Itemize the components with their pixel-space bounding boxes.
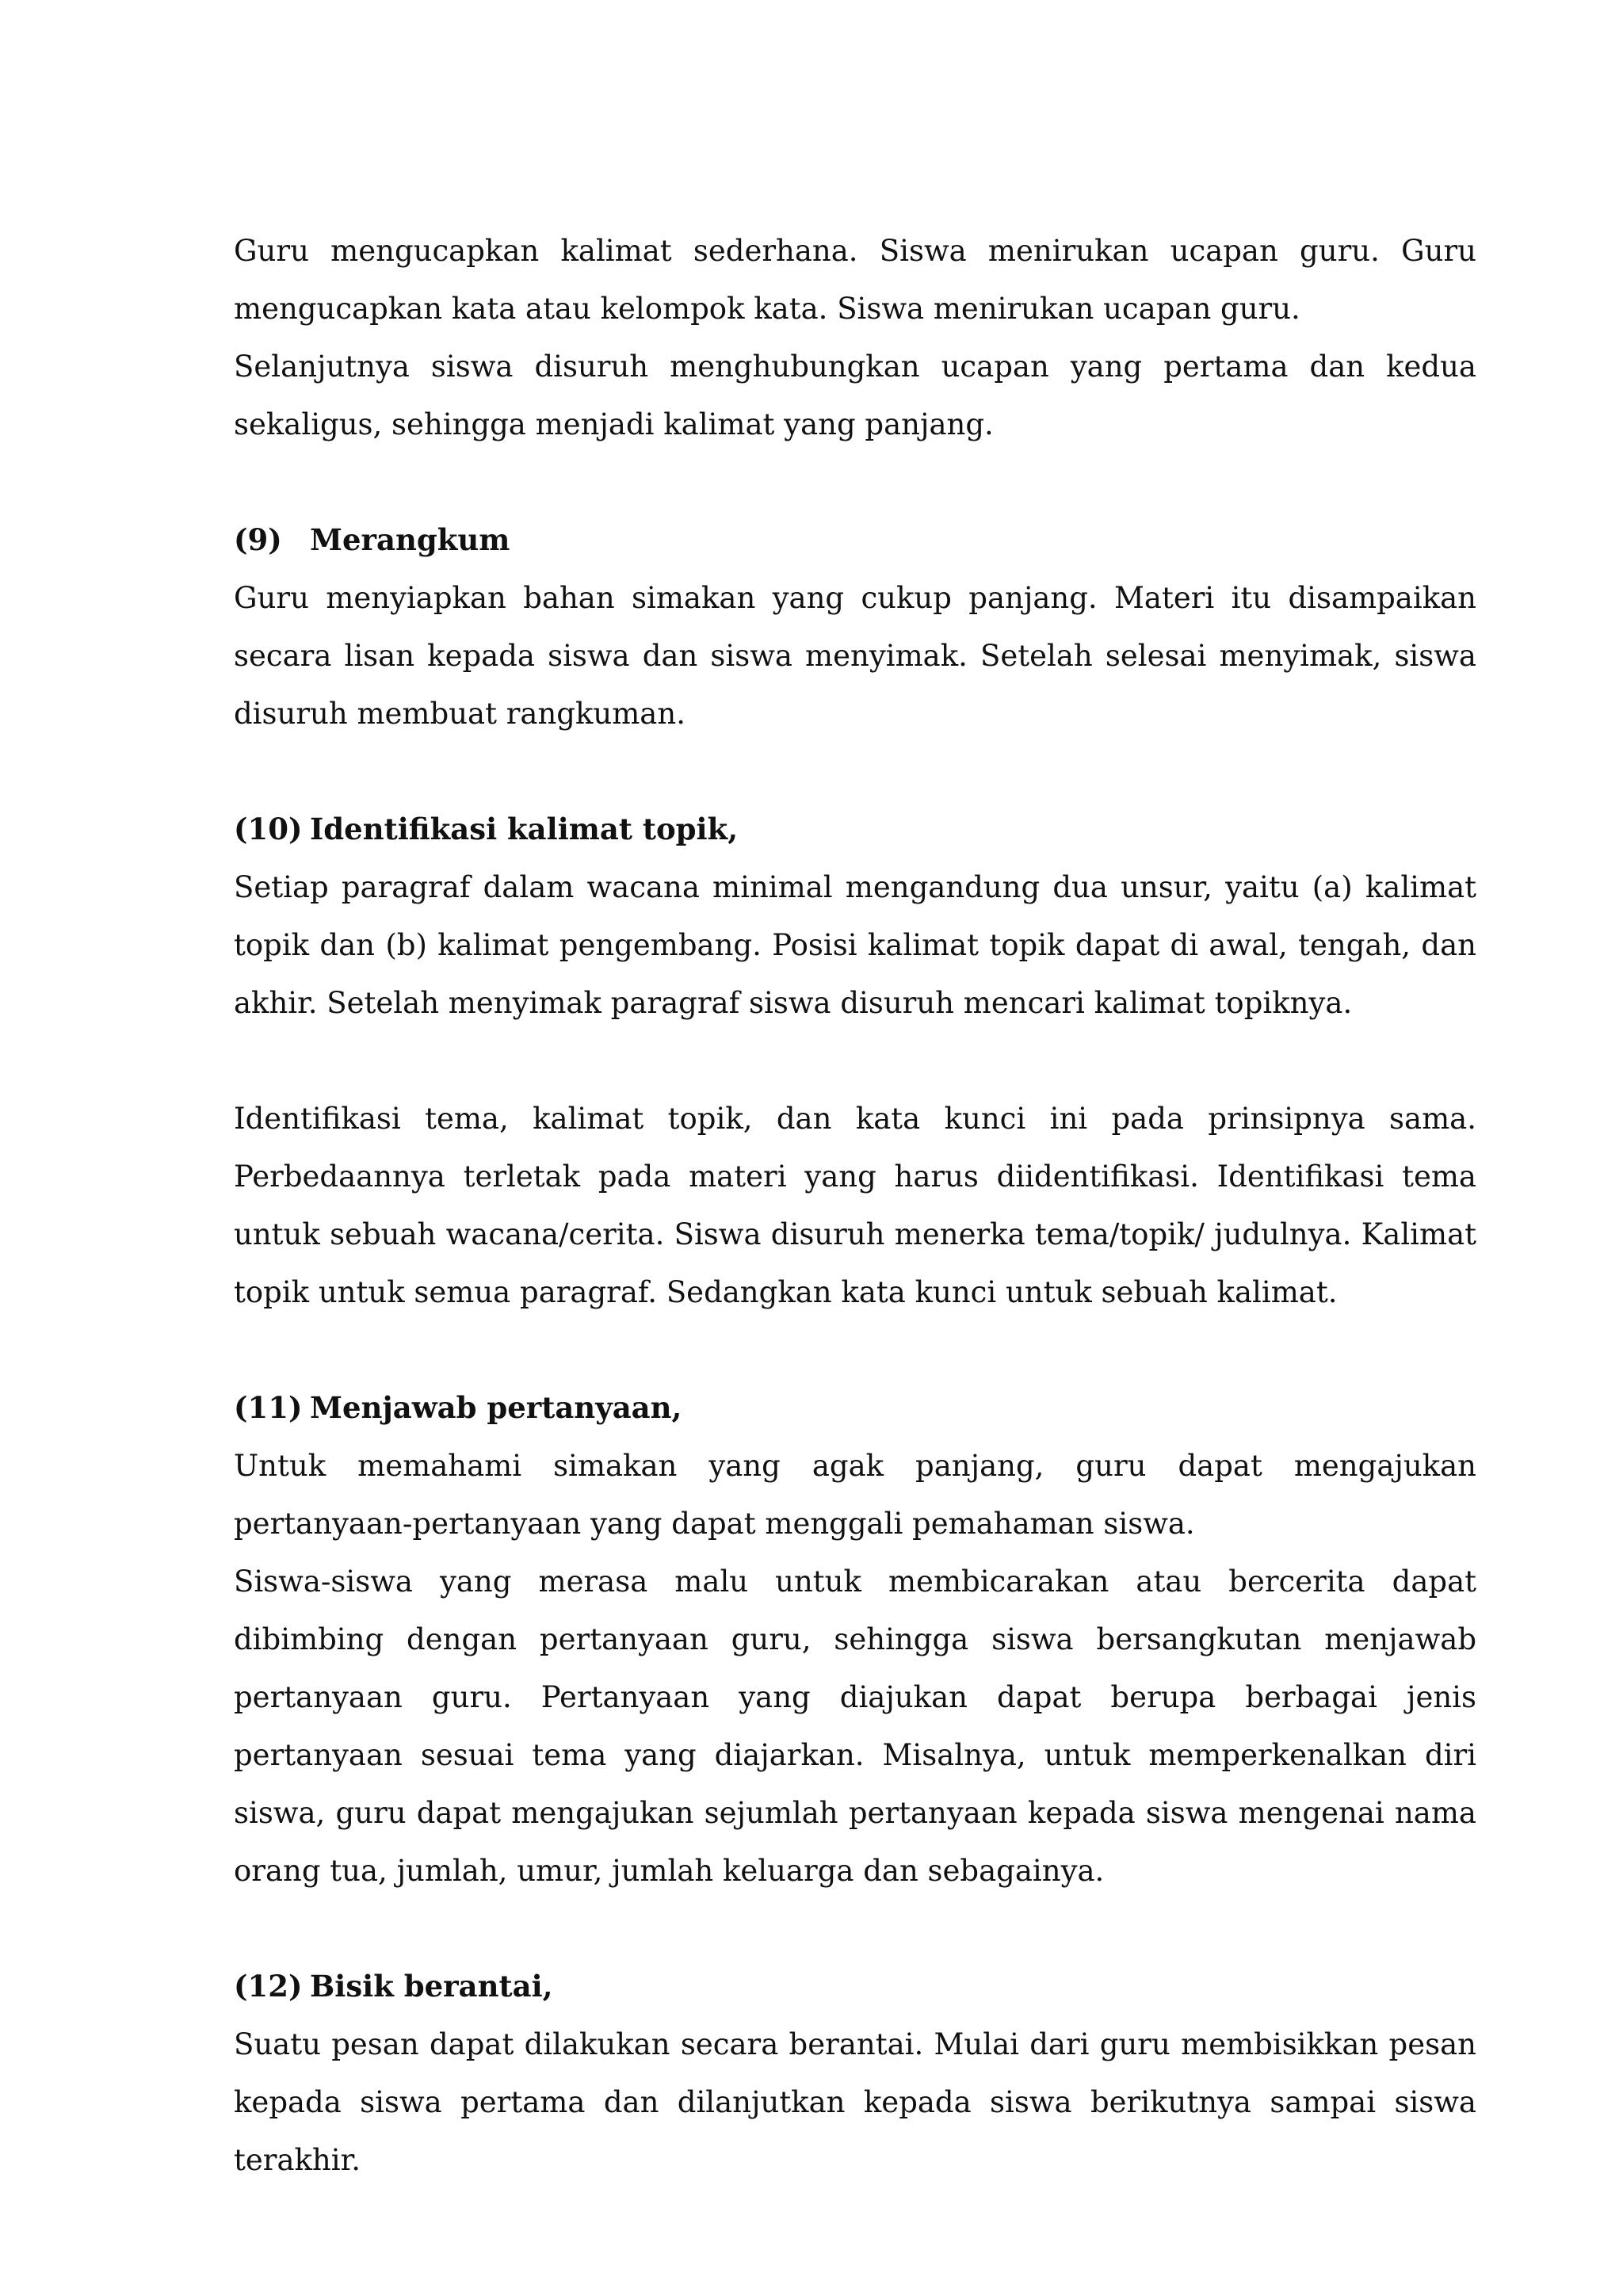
section-heading-10 bbox=[234, 800, 1476, 858]
spacer bbox=[234, 453, 1476, 511]
section-title: Bisik berantai, bbox=[310, 1969, 553, 2004]
section-title: Menjawab pertanyaan, bbox=[310, 1390, 682, 1425]
section-number: (9) bbox=[234, 522, 282, 557]
section-9-paragraph-1: Guru menyiapkan bahan simakan yang cukup panjang. Materi itu disampaikan secara lisan kepada siswa dan siswa menyimak. Setelah selesai menyimak, siswa disuruh membuat rangkuman. bbox=[234, 581, 1476, 731]
section-title: Merangkum bbox=[310, 522, 510, 557]
section-10-paragraph-2: Identifikasi tema, kalimat topik, dan kata kunci ini pada prinsipnya sama. Perbedaannya terletak pada materi yang harus diidentifikasi. Identifikasi tema untuk sebuah wacana/cerita. Siswa disuruh menerka tema/topik/ judulnya. Kalimat topik untuk semua paragraf. Sedangkan kata kunci untuk sebuah kalimat. bbox=[234, 1102, 1476, 1309]
section-heading-12 bbox=[234, 1958, 1476, 2015]
spacer bbox=[234, 1032, 1476, 1090]
intro-paragraph-1: Guru mengucapkan kalimat sederhana. Siswa menirukan ucapan guru. Guru mengucapkan kata atau kelompok kata. Siswa menirukan ucapan guru. bbox=[234, 234, 1476, 326]
section-11-paragraph-2: Siswa-siswa yang merasa malu untuk membicarakan atau bercerita dapat dibimbing dengan pertanyaan guru, sehingga siswa bersangkutan menjawab pertanyaan guru. Pertanyaan yang diajukan dapat berupa berbagai jenis pertanyaan sesuai tema yang diajarkan. Misalnya, untuk memperkenalkan diri siswa, guru dapat mengajukan sejumlah pertanyaan kepada siswa mengenai nama orang tua, jumlah, umur, jumlah keluarga dan sebagainya. bbox=[234, 1564, 1476, 1888]
spacer bbox=[234, 743, 1476, 800]
section-heading-11 bbox=[234, 1379, 1476, 1437]
intro-paragraph-2: Selanjutnya siswa disuruh menghubungkan ucapan yang pertama dan kedua sekaligus, sehingga menjadi kalimat yang panjang. bbox=[234, 350, 1476, 441]
section-title: Identifikasi kalimat topik, bbox=[310, 812, 739, 846]
section-heading-9 bbox=[234, 511, 1476, 569]
section-11-paragraph-1: Untuk memahami simakan yang agak panjang, guru dapat mengajukan pertanyaan-pertanyaan yang dapat menggali pemahaman siswa. bbox=[234, 1449, 1476, 1541]
spacer bbox=[234, 1321, 1476, 1379]
document-page bbox=[234, 222, 1476, 2189]
section-number: (10) bbox=[234, 812, 303, 846]
section-number: (12) bbox=[234, 1969, 303, 2004]
section-12-paragraph-1: Suatu pesan dapat dilakukan secara berantai. Mulai dari guru membisikkan pesan kepada siswa pertama dan dilanjutkan kepada siswa berikutnya sampai siswa terakhir. bbox=[234, 2027, 1476, 2177]
section-number: (11) bbox=[234, 1390, 303, 1425]
section-10-paragraph-1: Setiap paragraf dalam wacana minimal mengandung dua unsur, yaitu (a) kalimat topik dan (b) kalimat pengembang. Posisi kalimat topik dapat di awal, tengah, dan akhir. Setelah menyimak paragraf siswa disuruh mencari kalimat topiknya. bbox=[234, 870, 1476, 1020]
spacer bbox=[234, 1900, 1476, 1958]
